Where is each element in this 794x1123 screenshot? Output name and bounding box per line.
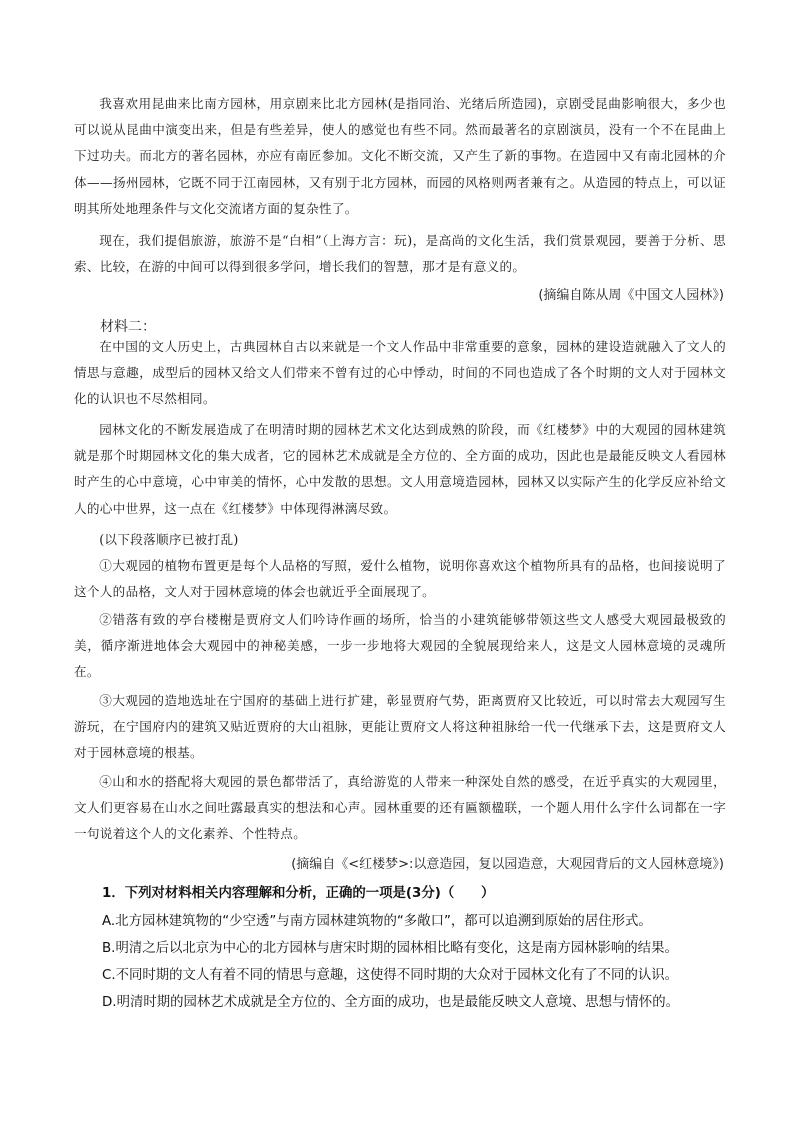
material1-paragraph-1: 我喜欢用昆曲来比南方园林，用京剧来比北方园林(是指同治、光绪后所造园)，京剧受昆曲影响很大，多少也可以说从昆曲中演变出来，但是有些差异，使人的感觉也有些不同。然而最著名的京剧演员，没有一个不在昆曲上下过功夫。而北方的著名园林，亦应有南匠参加。文化不断交流，又产生了新的事物。在造园中又有南北园林的介体——扬州园林，它既不同于江南园林，又有别于北方园林，而园的风格则两者兼有之。从造园的特点上，可以证明其所处地理条件与文化交流诸方面的复杂性了。 — [74, 96, 726, 216]
material2-paragraph-1: 在中国的文人历史上，古典园林自古以来就是一个文人作品中非常重要的意象，园林的建设造就融入了文人的情思与意趣，成型后的园林又给文人们带来不曾有过的心中悸动，时间的不同也造成了各个时期的文人对于园林文化的认识也不尽然相同。 — [74, 339, 726, 407]
material2-item-2: ②错落有致的亭台楼榭是贾府文人们吟诗作画的场所，恰当的小建筑能够带领这些文人感受大观园最极致的美，循序渐进地体会大观园中的神秘美感，一步一步地将大观园的全貌展现给来人，这是文人园林意境的灵魂所在。 — [74, 612, 726, 680]
material2-source: (摘编自《<红楼梦>:以意造园，复以园造意，大观园背后的文人园林意境》) — [291, 857, 724, 872]
question-1-option-a: A.北方园林建筑物的“少空透”与南方园林建筑物的“多敞口”，都可以追溯到原始的居住形式。 — [102, 914, 652, 929]
material2-paragraph-2: 园林文化的不断发展造成了在明清时期的园林艺术文化达到成熟的阶段，而《红楼梦》中的大观园的园林建筑就是那个时期园林文化的集大成者，它的园林艺术成就是全方位的、全方面的成功，因此也是最能反映文人看园林时产生的心中意境，心中审美的情怀，心中发散的思想。文人用意境造园林，园林又以实际产生的化学反应补给文人的心中世界，这一点在《红楼梦》中体现得淋漓尽致。 — [74, 422, 726, 516]
material1-paragraph-2: 现在，我们提倡旅游，旅游不是“白相”（上海方言：玩)，是高尚的文化生活，我们赏景观园，要善于分析、思索、比较，在游的中间可以得到很多学问，增长我们的智慧，那才是有意义的。 — [74, 233, 726, 275]
question-1-option-d: D.明清时期的园林艺术成就是全方位的、全方面的成功，也是最能反映文人意境、思想与情怀的。 — [102, 995, 679, 1010]
material1-source: (摘编自陈从周《中国文人园林》) — [538, 288, 724, 303]
material2-item-3: ③大观园的造地选址在宁国府的基础上进行扩建，彰显贾府气势，距离贾府又比较近，可以时常去大观园写生游玩，在宁国府内的建筑又贴近贾府的大山祖脉，更能让贾府文人将这种祖脉给一代一代继承下去，这是贾府文人对于园林意境的根基。 — [74, 693, 726, 761]
question-1-stem: 1．下列对材料相关内容理解和分析，正确的一项是(3分)（ ） — [102, 886, 495, 901]
material2-item-4: ④山和水的搭配将大观园的景色都带活了，真给游览的人带来一种深处自然的感受，在近乎真实的大观园里，文人们更容易在山水之间吐露最真实的想法和心声。园林重要的还有匾额楹联，一个题人用什么字什么词都在一字一句说着这个人的文化素养、个性特点。 — [74, 774, 726, 842]
material2-note: (以下段落顺序已被打乱) — [99, 532, 239, 547]
question-1-option-b: B.明清之后以北京为中心的北方园林与唐宋时期的园林相比略有变化，这是南方园林影响的结果。 — [102, 941, 678, 956]
material2-item-1: ①大观园的植物布置更是每个人品格的写照，爱什么植物，说明你喜欢这个植物所具有的品格，也间接说明了这个人的品格，文人对于园林意境的体会也就近乎全面展现了。 — [74, 558, 726, 600]
question-1-option-c: C.不同时期的文人有着不同的情思与意趣，这使得不同时期的大众对于园林文化有了不同的认识。 — [102, 968, 679, 983]
material2-label: 材料二： — [100, 319, 156, 335]
